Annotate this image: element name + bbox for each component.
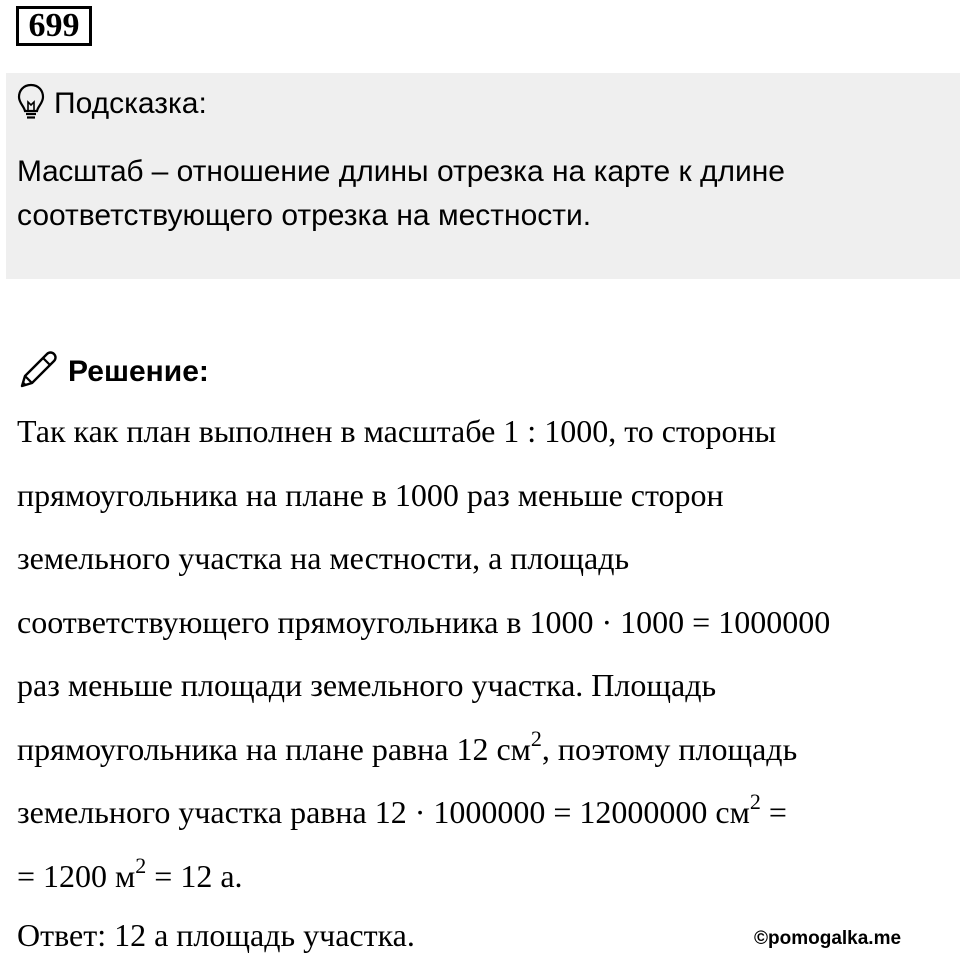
problem-number: 699 bbox=[16, 6, 92, 46]
hint-term: Масштаб bbox=[17, 155, 144, 188]
answer-line: Ответ: 12 а площадь участка. bbox=[17, 917, 415, 953]
solution-line-1: Так как план выполнен в масштабе 1 : 1000, то стороны bbox=[17, 413, 777, 449]
solution-header bbox=[16, 348, 209, 396]
hint-definition-line2: соответствующего отрезка на местности. bbox=[17, 199, 592, 232]
hint-title: Подсказка: bbox=[54, 87, 207, 120]
solution-line-2: прямоугольника на плане в 1000 раз меньше сторон bbox=[17, 476, 724, 513]
solution-line-7-b: = bbox=[760, 794, 787, 830]
solution-line-8-a: = 1200 м bbox=[17, 857, 136, 894]
superscript-2: 2 bbox=[749, 789, 761, 814]
solution-line-6-a: прямоугольника на плане равна 12 см bbox=[17, 730, 531, 767]
superscript-2: 2 bbox=[530, 725, 542, 751]
solution-text bbox=[17, 402, 957, 910]
solution-line-7 bbox=[17, 783, 957, 847]
hint-definition-line1: – отношение длины отрезка на карте к длине bbox=[143, 155, 785, 188]
solution-line-5: раз меньше площади земельного участка. Площадь bbox=[17, 667, 717, 703]
solution-line-7-a: земельного участка равна 12 · 1000000 = 12000000 см bbox=[17, 794, 750, 830]
solution-line-8 bbox=[17, 847, 957, 911]
hint-header bbox=[16, 82, 207, 126]
watermark: ©pomogalka.me bbox=[754, 928, 902, 949]
hint-definition bbox=[17, 150, 917, 238]
solution-line-6 bbox=[17, 720, 957, 784]
solution-title: Решение: bbox=[68, 355, 209, 388]
solution-line-6-b: , поэтому площадь bbox=[541, 730, 798, 767]
superscript-2: 2 bbox=[135, 852, 147, 878]
solution-line-8-b: = 12 а. bbox=[146, 857, 243, 894]
solution-line-3: земельного участка на местности, а площадь bbox=[17, 540, 630, 576]
solution-line-4: соответствующего прямоугольника в 1000 · 1000 = 1000000 bbox=[17, 603, 831, 640]
pencil-icon bbox=[16, 348, 60, 397]
lightbulb-icon bbox=[16, 82, 46, 127]
